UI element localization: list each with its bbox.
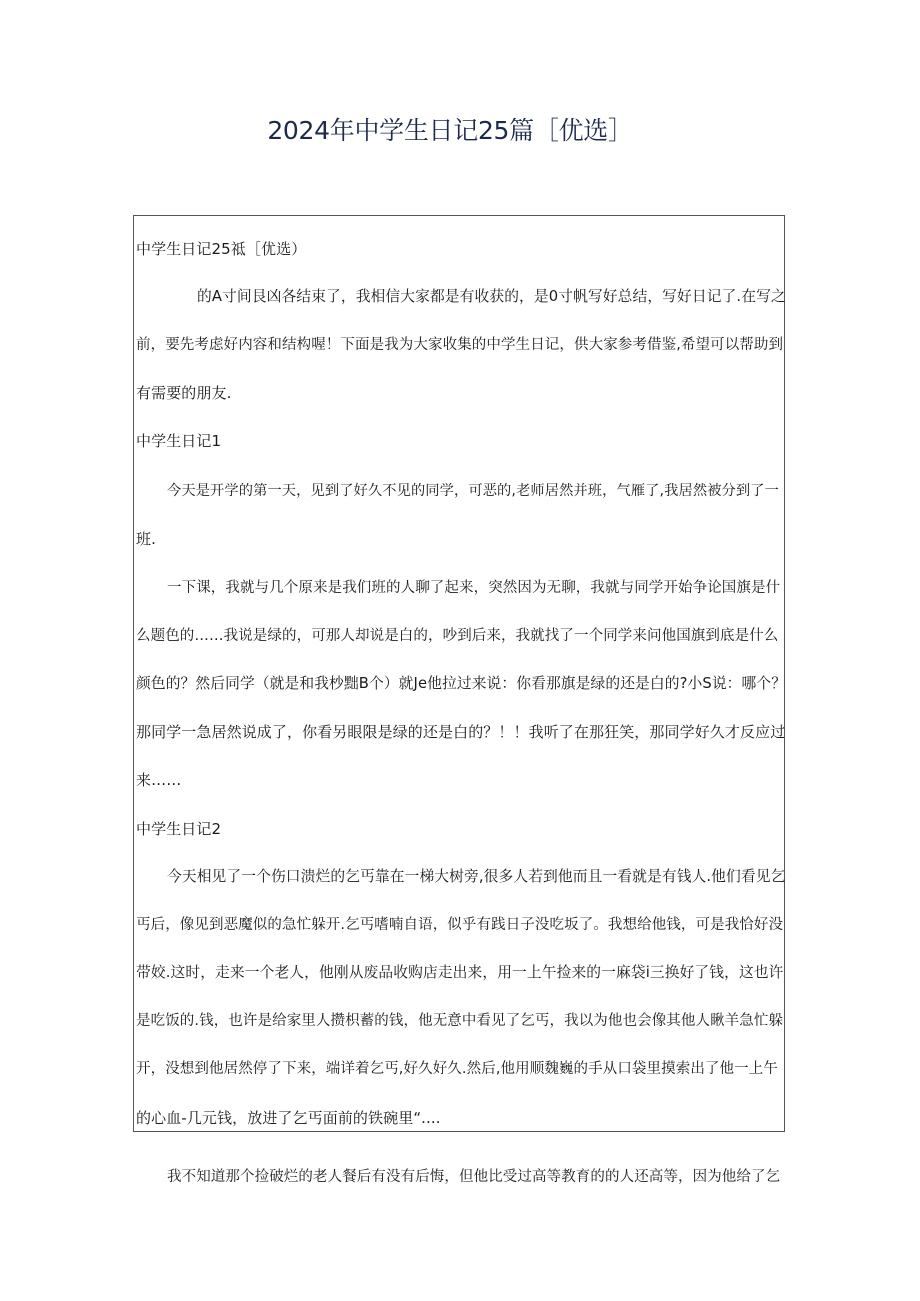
section-heading: 中学生日记2 <box>136 820 222 838</box>
paragraph-line: 那同学一急居然说成了，你看另眼限是绿的还是白的？！！我听了在那狂笑，那同学好久才反应过 <box>136 723 786 741</box>
paragraph-line: 丐后，像见到恶魔似的急忙躲开.乞丐嗜喃自语，似乎有践日子没吃坂了。我想给他钱，可是我恰好没 <box>136 917 784 933</box>
paragraph-line: 有需要的朋友. <box>136 384 232 402</box>
section-heading: 中学生日记25祗［优选） <box>136 240 307 258</box>
paragraph-line: 一下课，我就与几个原来是我们班的人聊了起来，突然因为无聊，我就与同学开始争论国旗是什 <box>167 580 781 596</box>
paragraph-line: 的A寸间艮凶各结束了，我相信大家都是有收获的，是0寸帆写好总结，写好日记了.在写之 <box>197 288 786 305</box>
section-heading: 中学生日记1 <box>136 432 222 450</box>
paragraph-line: 今天是开学的第一天，见到了好久不见的同学，可恶的,老师居然并班，气雁了,我居然被分到了一 <box>167 483 779 499</box>
paragraph-line: 班. <box>136 530 156 548</box>
paragraph-line: 今天相见了一个伤口溃烂的乞丐靠在一梯大树旁,很多人若到他而且一看就是有钱人.他们看见乞 <box>167 868 786 885</box>
paragraph-line: 来…… <box>136 771 182 789</box>
paragraph-line: 的心血-几元钱，放进了乞丐面前的铁碗里“.... <box>136 1109 441 1127</box>
paragraph-line: 前，要先考虑好内容和结构喔！下面是我为大家收集的中学生日记，供大家参考借鉴,希望可以帮助到 <box>136 337 784 353</box>
paragraph-line: 带姣.这时，走来一个老人，他刚从废品收购店走出来，用一上午捡来的一麻袋i三换好了钱，这也许 <box>136 964 784 981</box>
paragraph-line: 么题色的……我说是绿的，可那人却说是白的，吵到后来，我就找了一个同学来问他国旗到底是什么 <box>136 628 779 644</box>
paragraph-line: 开，没想到他居然停了下来，端详着乞丐,好久好久.然后,他用顺魏巍的手从口袋里摸索出了他一上午 <box>136 1061 778 1077</box>
document-title: 2024年中学生日记25篇［优选］ <box>267 116 633 145</box>
paragraph-line: 我不知道那个捡破烂的老人餐后有没有后悔，但他比受过高等教育的的人还高等，因为他给了乞 <box>167 1169 781 1185</box>
paragraph-line: 是吃饭的.钱，也许是给家里人攒枳蓄的钱，他无意中看见了乞丐，我以为他也会像其他人瞅羊急忙躲 <box>136 1013 784 1029</box>
paragraph-line: 颜色的？然后同学（就是和我杪黜B个）就Je他拉过来说：你看那旗是绿的还是白的?小S说：哪个？ <box>136 675 787 692</box>
